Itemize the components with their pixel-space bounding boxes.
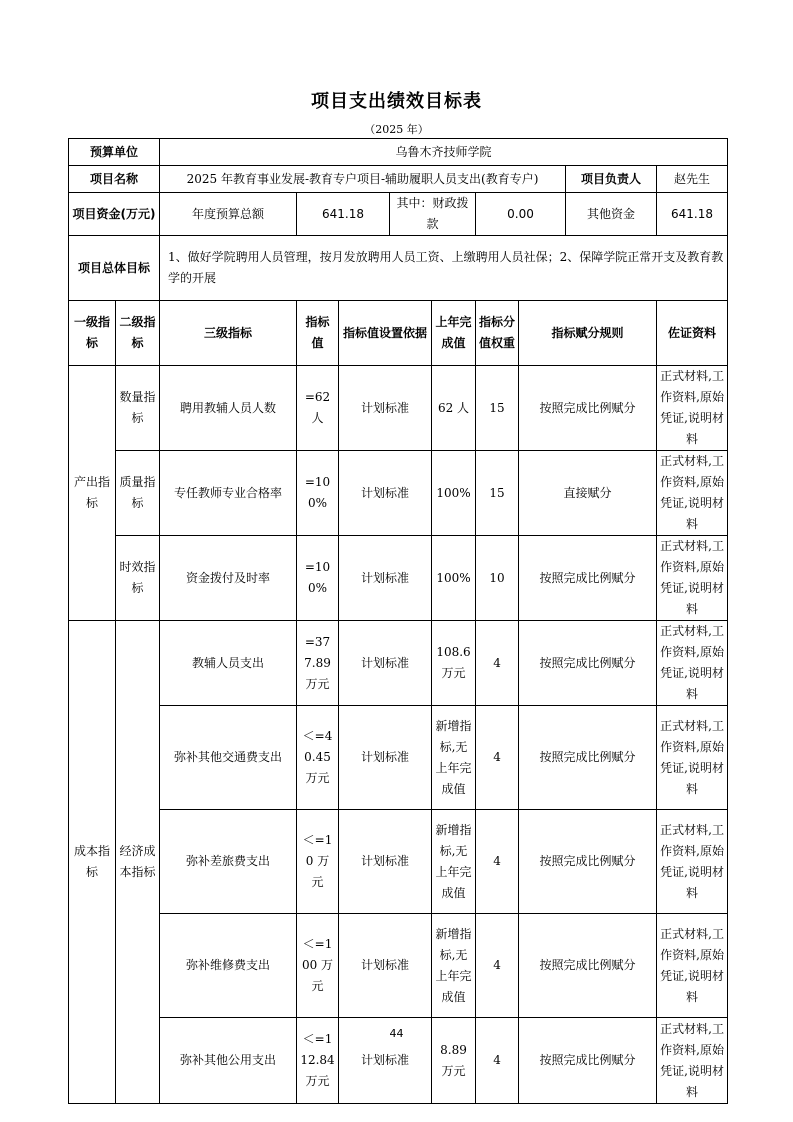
header-level3: 三级指标 — [160, 301, 297, 366]
indicator-name: 弥补维修费支出 — [160, 914, 297, 1018]
indicator-last-year: 100% — [432, 451, 476, 536]
indicator-weight: 4 — [476, 1018, 519, 1104]
unit-value: 乌鲁木齐技师学院 — [160, 139, 728, 166]
indicator-basis: 计划标准 — [339, 810, 432, 914]
indicator-last-year: 新增指标,无上年完成值 — [432, 914, 476, 1018]
group-cost: 成本指标 — [69, 621, 116, 1104]
fund-row — [69, 193, 728, 236]
indicator-rule: 按照完成比例赋分 — [519, 621, 657, 706]
other-funds-value: 641.18 — [657, 193, 728, 236]
header-weight: 指标分值权重 — [476, 301, 519, 366]
indicator-weight: 4 — [476, 706, 519, 810]
indicator-name: 弥补其他公用支出 — [160, 1018, 297, 1104]
indicator-last-year: 新增指标,无上年完成值 — [432, 706, 476, 810]
subgroup-timeliness: 时效指标 — [116, 536, 160, 621]
header-basis: 指标值设置依据 — [339, 301, 432, 366]
header-level1: 一级指标 — [69, 301, 116, 366]
indicator-weight: 15 — [476, 366, 519, 451]
subgroup-quality: 质量指标 — [116, 451, 160, 536]
indicator-evidence: 正式材料,工作资料,原始凭证,说明材料 — [657, 1018, 728, 1104]
indicator-rule: 按照完成比例赋分 — [519, 366, 657, 451]
indicator-value: ＜=112.84 万元 — [297, 1018, 339, 1104]
indicator-value: =100% — [297, 451, 339, 536]
indicator-value: =100% — [297, 536, 339, 621]
goal-label: 项目总体目标 — [69, 236, 160, 301]
project-name-row — [69, 166, 728, 193]
indicator-basis: 计划标准 — [339, 536, 432, 621]
unit-label: 预算单位 — [69, 139, 160, 166]
indicator-last-year: 108.6 万元 — [432, 621, 476, 706]
indicator-rule: 按照完成比例赋分 — [519, 810, 657, 914]
unit-row — [69, 139, 728, 166]
indicator-evidence: 正式材料,工作资料,原始凭证,说明材料 — [657, 536, 728, 621]
indicator-value: ＜=40.45 万元 — [297, 706, 339, 810]
indicator-name: 弥补其他交通费支出 — [160, 706, 297, 810]
fiscal-label: 其中：财政拨款 — [390, 193, 476, 236]
indicator-weight: 4 — [476, 621, 519, 706]
indicator-value: =377.89 万元 — [297, 621, 339, 706]
fund-label: 项目资金(万元) — [69, 193, 160, 236]
other-funds-label: 其他资金 — [566, 193, 657, 236]
indicator-basis: 计划标准 — [339, 1018, 432, 1104]
subgroup-economic-cost: 经济成本指标 — [116, 621, 160, 1104]
header-row — [69, 301, 728, 366]
project-leader-label: 项目负责人 — [566, 166, 657, 193]
indicator-basis: 计划标准 — [339, 621, 432, 706]
indicator-rule: 按照完成比例赋分 — [519, 914, 657, 1018]
indicator-value: ＜=100 万元 — [297, 914, 339, 1018]
subgroup-quantity: 数量指标 — [116, 366, 160, 451]
header-evidence: 佐证资料 — [657, 301, 728, 366]
goal-value: 1、做好学院聘用人员管理，按月发放聘用人员工资、上缴聘用人员社保；2、保障学院正常开支及教育教学的开展 — [160, 236, 728, 301]
indicator-rule: 按照完成比例赋分 — [519, 1018, 657, 1104]
project-leader-value: 赵先生 — [657, 166, 728, 193]
table-row — [69, 366, 728, 451]
indicator-weight: 10 — [476, 536, 519, 621]
indicator-last-year: 新增指标,无上年完成值 — [432, 810, 476, 914]
indicator-basis: 计划标准 — [339, 451, 432, 536]
project-name-label: 项目名称 — [69, 166, 160, 193]
page-title: 项目支出绩效目标表 — [311, 91, 482, 112]
indicator-evidence: 正式材料,工作资料,原始凭证,说明材料 — [657, 706, 728, 810]
annual-total-label: 年度预算总额 — [160, 193, 297, 236]
indicator-basis: 计划标准 — [339, 706, 432, 810]
indicator-last-year: 62 人 — [432, 366, 476, 451]
indicator-basis: 计划标准 — [339, 366, 432, 451]
project-name-value: 2025 年教育事业发展-教育专户项目-辅助履职人员支出(教育专户) — [160, 166, 566, 193]
fiscal-value: 0.00 — [476, 193, 566, 236]
indicator-basis: 计划标准 — [339, 914, 432, 1018]
indicator-weight: 4 — [476, 810, 519, 914]
indicator-value: ＜=10 万元 — [297, 810, 339, 914]
table-row — [69, 706, 728, 810]
indicator-last-year: 8.89 万元 — [432, 1018, 476, 1104]
indicator-evidence: 正式材料,工作资料,原始凭证,说明材料 — [657, 810, 728, 914]
table-row — [69, 621, 728, 706]
indicator-name: 教辅人员支出 — [160, 621, 297, 706]
table-row — [69, 914, 728, 1018]
indicator-evidence: 正式材料,工作资料,原始凭证,说明材料 — [657, 451, 728, 536]
table-row — [69, 536, 728, 621]
annual-total-value: 641.18 — [297, 193, 390, 236]
indicator-evidence: 正式材料,工作资料,原始凭证,说明材料 — [657, 914, 728, 1018]
indicator-weight: 4 — [476, 914, 519, 1018]
table-row — [69, 451, 728, 536]
group-output: 产出指标 — [69, 366, 116, 621]
indicator-rule: 直接赋分 — [519, 451, 657, 536]
indicator-last-year: 100% — [432, 536, 476, 621]
header-rule: 指标赋分规则 — [519, 301, 657, 366]
header-level2: 二级指标 — [116, 301, 160, 366]
page-number: 44 — [389, 1027, 404, 1040]
indicator-name: 资金拨付及时率 — [160, 536, 297, 621]
year-label: （2025 年） — [364, 123, 429, 136]
indicator-name: 弥补差旅费支出 — [160, 810, 297, 914]
indicator-name: 专任教师专业合格率 — [160, 451, 297, 536]
indicator-name: 聘用教辅人员人数 — [160, 366, 297, 451]
header-value: 指标值 — [297, 301, 339, 366]
performance-table — [68, 138, 728, 1104]
header-last-year: 上年完成值 — [432, 301, 476, 366]
table-row — [69, 810, 728, 914]
indicator-weight: 15 — [476, 451, 519, 536]
indicator-value: =62 人 — [297, 366, 339, 451]
goal-row — [69, 236, 728, 301]
indicator-rule: 按照完成比例赋分 — [519, 706, 657, 810]
indicator-evidence: 正式材料,工作资料,原始凭证,说明材料 — [657, 621, 728, 706]
indicator-rule: 按照完成比例赋分 — [519, 536, 657, 621]
indicator-evidence: 正式材料,工作资料,原始凭证,说明材料 — [657, 366, 728, 451]
